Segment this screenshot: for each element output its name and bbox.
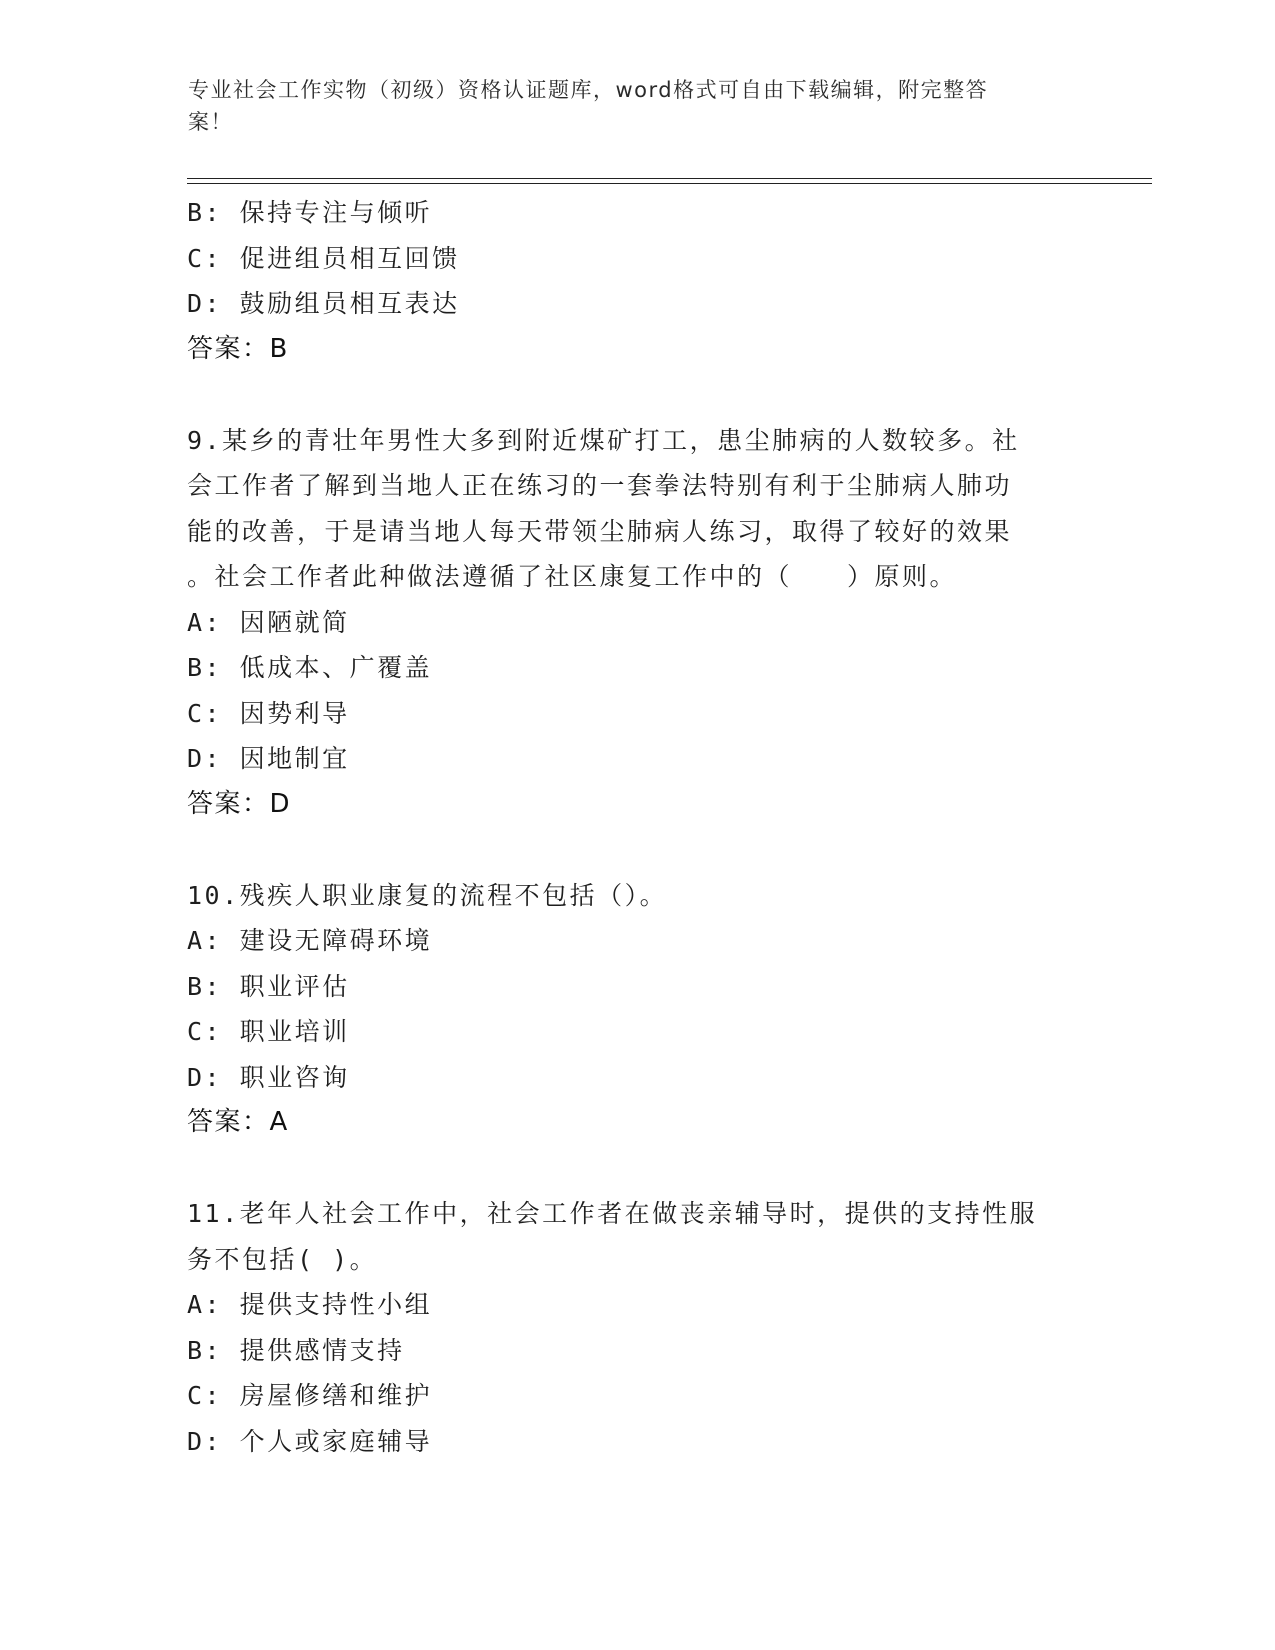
option-b: B: 低成本、广覆盖 — [187, 653, 433, 682]
question-text-line: 11.老年人社会工作中，社会工作者在做丧亲辅导时，提供的支持性服 — [187, 1199, 1038, 1228]
spacer — [187, 372, 1087, 418]
spacer — [187, 1146, 1087, 1192]
option-b: B: 提供感情支持 — [187, 1335, 405, 1365]
spacer — [187, 827, 1087, 873]
option-d: D: 因地制宜 — [187, 744, 350, 773]
option-c: C: 房屋修缮和维护 — [187, 1381, 433, 1410]
question-text-line: 能的改善，于是请当地人每天带领尘肺病人练习，取得了较好的效果 — [187, 516, 1013, 546]
option-d: D: 职业咨询 — [187, 1062, 350, 1092]
option-b: B: 职业评估 — [187, 971, 350, 1001]
option-a: A: 因陋就简 — [187, 607, 350, 637]
option-c: C: 职业培训 — [187, 1017, 350, 1046]
option-a: A: 提供支持性小组 — [187, 1290, 433, 1319]
option-c: C: 促进组员相互回馈 — [187, 243, 460, 273]
answer: 答案：B — [187, 333, 289, 364]
option-d: D: 个人或家庭辅导 — [187, 1426, 433, 1456]
header-divider-bottom — [187, 183, 1152, 184]
question-11 — [187, 1191, 1087, 1464]
answer: 答案：D — [187, 788, 292, 819]
option-d: D: 鼓励组员相互表达 — [187, 289, 460, 318]
question-text-line: 务不包括( )。 — [187, 1244, 378, 1274]
header-line-2: 案！ — [188, 110, 233, 134]
question-content — [187, 190, 1087, 1464]
question-text-line: 。社会工作者此种做法遵循了社区康复工作中的（ ）原则。 — [187, 562, 958, 591]
option-c: C: 因势利导 — [187, 698, 350, 728]
header-line-1: 专业社会工作实物（初级）资格认证题库，word格式可自由下载编辑，附完整答 — [188, 78, 989, 102]
option-a: A: 建设无障碍环境 — [187, 926, 433, 955]
question-9 — [187, 418, 1087, 828]
question-8 — [187, 190, 1087, 372]
question-10 — [187, 873, 1087, 1146]
option-b: B: 保持专注与倾听 — [187, 198, 433, 227]
question-text-line: 10.残疾人职业康复的流程不包括（）。 — [187, 880, 668, 910]
header-divider-top — [187, 178, 1152, 179]
answer: 答案：A — [187, 1107, 289, 1137]
question-text-line: 会工作者了解到当地人正在练习的一套拳法特别有利于尘肺病人肺功 — [187, 471, 1013, 500]
document-header — [188, 74, 1068, 138]
question-text-line: 9.某乡的青壮年男性大多到附近煤矿打工，患尘肺病的人数较多。社 — [187, 425, 1020, 455]
